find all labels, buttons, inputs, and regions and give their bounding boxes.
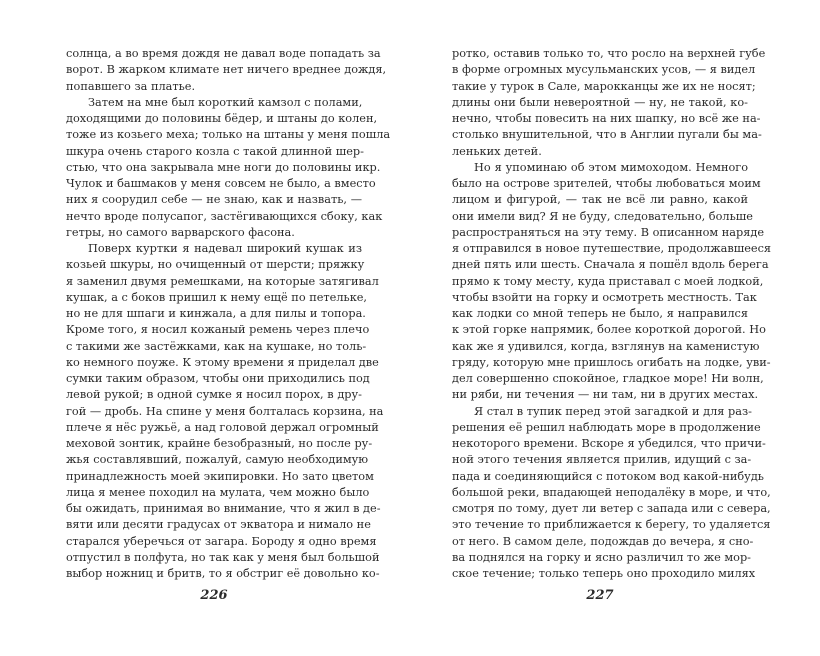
- text-line: с такими же застёжками, как на кушаке, но толь-: [66, 339, 367, 353]
- text-line: гой — дробь. На спине у меня болталась корзина, на: [66, 404, 384, 418]
- text-line: ворот. В жарком климате нет ничего вреднее дождя,: [66, 63, 387, 77]
- text-line: смотря по тому, дует ли ветер с запада или с севера,: [452, 502, 771, 515]
- text-line: они имели вид? Я не буду, следовательно, больше: [452, 209, 753, 223]
- text-line: было на острове зрителей, чтобы любоваться моим: [452, 177, 761, 190]
- text-line: шкура очень старого козла с такой длинной шер-: [66, 144, 364, 158]
- text-line: длины они были невероятной — ну, не такой, ко-: [452, 95, 748, 109]
- text-line: кушак, а с боков пришил к нему ещё по петельке,: [66, 290, 368, 304]
- text-line: Затем на мне был короткий камзол с полами,: [88, 95, 363, 109]
- text-line: попавшего за платье.: [66, 79, 196, 93]
- paragraph: [452, 404, 771, 583]
- text-line: я заменил двумя ремешками, на которые затягивал: [66, 274, 379, 288]
- text-line: ной этого течения является прилив, идущий с за-: [452, 453, 752, 467]
- text-line: козьей шкуры, но очищенный от шерсти; пряжку: [66, 258, 365, 272]
- text-line: дней пять или шесть. Сначала я пошёл вдоль берега: [452, 258, 769, 272]
- text-line: к этой горке напрямик, более короткой дорогой. Но: [452, 323, 766, 337]
- text-line: сумки таким образом, чтобы они приходились под: [66, 372, 370, 385]
- text-line: стью, что она закрывала мне ноги до половины икр.: [66, 160, 381, 174]
- text-line: лицом и фигурой, — так не всё ли равно, какой: [452, 193, 748, 207]
- text-line: ское течение; только теперь оно проходило милях: [452, 567, 756, 580]
- text-line: Поверх куртки я надевал широкий кушак из: [88, 242, 362, 255]
- text-line: доходящими до половины бёдер, и штаны до колен,: [66, 112, 378, 125]
- text-line: от него. В самом деле, подождав до вечера, я сно-: [452, 534, 754, 548]
- text-line: выбор ножниц и бритв, то я обстриг её довольно ко-: [66, 567, 380, 580]
- text-line: тоже из козьего меха; только на штаны у меня пошла: [66, 128, 391, 142]
- text-line: старался уберечься от загара. Бороду я одно время: [66, 534, 377, 548]
- text-line: я отправился в новое путешествие, продолжавшееся: [452, 242, 772, 255]
- text-line: гетры, но самого варварского фасона.: [66, 225, 295, 239]
- text-line: столько внушительной, что в Англии пугали бы ма-: [452, 128, 762, 142]
- text-line: в форме огромных мусульманских усов, — я видел: [452, 63, 756, 77]
- text-line: ко немного поуже. К этому времени я приделал две: [66, 355, 379, 369]
- paragraph: [452, 46, 766, 160]
- paragraph: [66, 95, 391, 241]
- text-line: решения её решил наблюдать море в продолжение: [452, 420, 761, 434]
- text-line: как же я удивился, когда, взглянув на каменистую: [452, 339, 760, 353]
- text-line: левой рукой; в одной сумке я носил порох, в дру-: [66, 388, 362, 402]
- text-line: большой реки, впадающей неподалёку в море, и что,: [452, 485, 771, 499]
- text-line: Чулок и башмаков у меня совсем не было, а вместо: [66, 177, 376, 190]
- paragraph: [66, 241, 384, 582]
- text-line: вяти или десяти градусах от экватора и нимало не: [66, 518, 371, 532]
- text-line: солнца, а во время дождя не давал воде попадать за: [66, 47, 381, 60]
- text-line: них я соорудил себе — не знаю, как и назвать, —: [66, 193, 362, 207]
- text-line: принадлежность моей экипировки. Но зато цветом: [66, 469, 374, 483]
- text-line: это течение то приближается к берегу, то удаляется: [452, 518, 771, 532]
- text-line: плече я нёс ружьё, а над головой держал огромный: [66, 420, 379, 434]
- text-line: нечто вроде полусапог, застёгивающихся сбоку, как: [66, 209, 383, 223]
- text-line: ротко, оставив только то, что росло на верхней губе: [452, 47, 766, 60]
- page-text: [66, 46, 391, 582]
- text-line: пада и соединяющийся с потоком вод какой-нибудь: [452, 469, 764, 483]
- text-line: Я стал в тупик перед этой загадкой и для раз-: [474, 404, 752, 418]
- page-number: 226: [200, 588, 228, 603]
- text-line: чтобы взойти на горку и осмотреть местность. Так: [452, 290, 757, 304]
- text-line: Кроме того, я носил кожаный ремень через плечо: [66, 323, 370, 337]
- page-number: 227: [586, 588, 614, 603]
- text-line: Но я упоминаю об этом мимоходом. Немного: [474, 160, 748, 174]
- text-line: леньких детей.: [452, 144, 542, 158]
- text-line: ва поднялся на горку и ясно различил то же мор-: [452, 550, 751, 564]
- text-line: нечно, чтобы повесить на них шапку, но всё же на-: [452, 112, 761, 125]
- text-line: отпустил в полфута, но так как у меня был большой: [66, 550, 380, 564]
- text-line: такие у турок в Сале, марокканцы же их не носят;: [452, 79, 756, 93]
- paragraph: [66, 46, 387, 95]
- text-line: ни ряби, ни течения — ни там, ни в других местах.: [452, 388, 759, 402]
- text-line: меховой зонтик, крайне безобразный, но после ру-: [66, 437, 373, 450]
- text-line: бы ожидать, принимая во внимание, что я жил в де-: [66, 502, 381, 515]
- paragraph: [452, 160, 772, 404]
- text-line: некоторого времени. Вскоре я убедился, что причи-: [452, 437, 766, 450]
- text-line: жья составлявший, пожалуй, самую необходимую: [66, 453, 369, 467]
- right-page: [410, 0, 820, 656]
- text-line: прямо к тому месту, куда приставал с моей лодкой,: [452, 274, 764, 288]
- text-line: гряду, которую мне пришлось огибать на лодке, уви-: [452, 355, 771, 369]
- text-line: как лодки со мной теперь не было, я направился: [452, 307, 748, 320]
- page-text: [452, 46, 772, 582]
- text-line: дел совершенно спокойное, гладкое море! Ни волн,: [452, 372, 764, 385]
- text-line: лица я менее походил на мулата, чем можно было: [66, 485, 370, 499]
- text-line: распространяться на эту тему. В описанном наряде: [452, 225, 765, 239]
- text-line: но не для шпаги и кинжала, а для пилы и топора.: [66, 307, 366, 320]
